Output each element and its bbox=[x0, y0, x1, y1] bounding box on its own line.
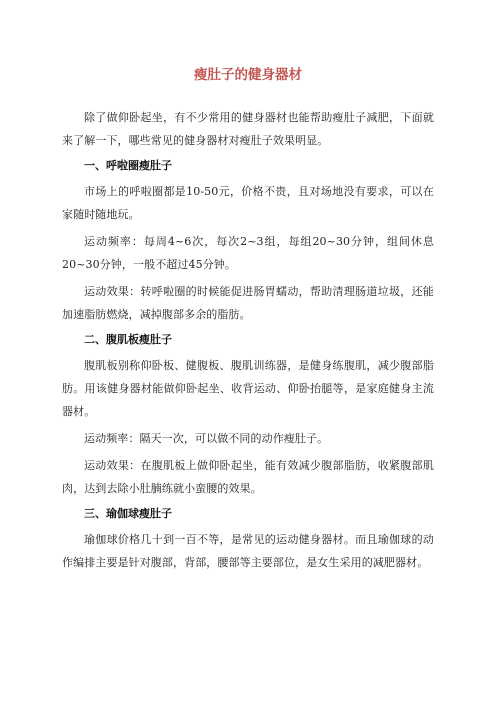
section-paragraph: 运动频率：隔天一次，可以做不同的动作瘦肚子。 bbox=[84, 432, 329, 445]
document-page bbox=[62, 66, 434, 578]
section-heading-hula-hoop: 一、呼啦圈瘦肚子 bbox=[84, 159, 172, 172]
section-paragraph: 腹肌板别称仰卧板、健腹板、腹肌训练器，是健身练腹肌，减少腹部脂肪。用该健身器材能做仰卧起坐、收背运动、仰卧抬腿等，是家庭健身主流器材。 bbox=[62, 359, 434, 418]
section-paragraph: 运动效果：转呼啦圈的时候能促进肠胃蠕动，帮助清理肠道垃圾，还能加速脂肪燃烧，减掉腹部多余的脂肪。 bbox=[62, 285, 434, 321]
document-title: 瘦肚子的健身器材 bbox=[194, 67, 302, 83]
section-paragraph: 瑜伽球价格几十到一百不等，是常见的运动健身器材。而且瑜伽球的动作编排主要是针对腹部，背部，腰部等主要部位，是女生采用的减肥器材。 bbox=[62, 533, 434, 569]
intro-paragraph: 除了做仰卧起坐，有不少常用的健身器材也能帮助瘦肚子减肥，下面就来了解一下，哪些常见的健身器材对瘦肚子效果明显。 bbox=[62, 111, 434, 147]
section-paragraph: 运动效果：在腹肌板上做仰卧起坐，能有效减少腹部脂肪，收紧腹部肌肉，达到去除小肚腩练就小蛮腰的效果。 bbox=[62, 459, 434, 495]
section-paragraph: 市场上的呼啦圈都是10-50元，价格不贵，且对场地没有要求，可以在家随时随地玩。 bbox=[62, 185, 434, 221]
section-paragraph: 运动频率：每周4~6次，每次2~3组，每组20~30分钟，组间休息20~30分钟，一般不超过45分钟。 bbox=[62, 235, 434, 271]
section-heading-ab-board: 二、腹肌板瘦肚子 bbox=[84, 333, 172, 346]
section-heading-yoga-ball: 三、瑜伽球瘦肚子 bbox=[84, 507, 172, 520]
